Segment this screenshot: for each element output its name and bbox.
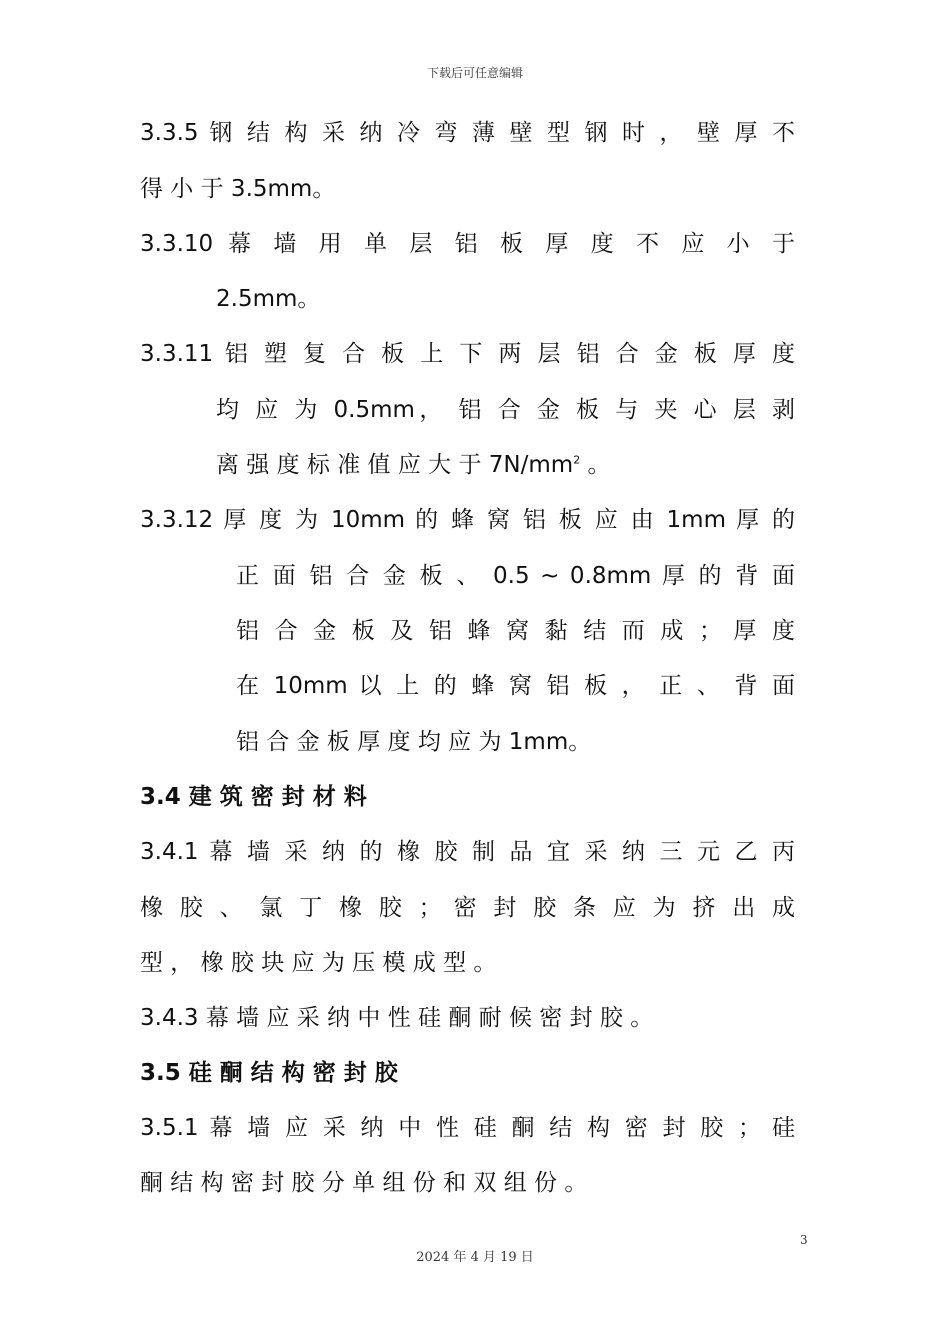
- text-line: 2.5mm。: [216, 286, 321, 312]
- text-line: 型 ， 橡 胶 块 应 为 压 模 成 型 。: [140, 950, 497, 976]
- text-line: 均 应 为 0.5mm， 铝 合 金 板 与 夹 心 层 剥: [216, 397, 795, 423]
- text-line: 铝 合 金 板 厚 度 均 应 为 1mm。: [236, 729, 592, 755]
- page-header: 下载后可任意编辑: [426, 66, 523, 80]
- section-heading: 3.4 建 筑 密 封 材 料: [140, 784, 367, 810]
- superscript: 2: [573, 453, 581, 467]
- text-line: 3.3.10 幕 墙 用 单 层 铝 板 厚 度 不 应 小 于: [140, 231, 795, 257]
- section-heading: 3.5 硅 酮 结 构 密 封 胶: [140, 1060, 398, 1086]
- text-line: 得 小 于 3.5mm。: [140, 176, 336, 202]
- text-line: 正 面 铝 合 金 板 、 0.5 ~ 0.8mm 厚 的 背 面: [236, 563, 795, 589]
- text-line-suffix: 。: [580, 452, 611, 478]
- text-line: 铝 合 金 板 及 铝 蜂 窝 黏 结 而 成 ； 厚 度: [236, 618, 795, 644]
- text-line: 3.3.5 钢 结 构 采 纳 冷 弯 薄 壁 型 钢 时 ， 壁 厚 不: [140, 120, 795, 146]
- text-line: [216, 450, 795, 480]
- text-line: 在 10mm 以 上 的 蜂 窝 铝 板 ， 正 、 背 面: [236, 673, 795, 699]
- footer-date: 2024 年 4 月 19 日: [416, 1250, 534, 1265]
- text-line: 3.3.11 铝 塑 复 合 板 上 下 两 层 铝 合 金 板 厚 度: [140, 341, 795, 367]
- text-line-body: 离 强 度 标 准 值 应 大 于 7N/mm: [216, 452, 574, 478]
- page-number: 3: [800, 1233, 808, 1247]
- text-line: 3.4.1 幕 墙 采 纳 的 橡 胶 制 品 宜 采 纳 三 元 乙 丙: [140, 839, 795, 865]
- text-line: 酮 结 构 密 封 胶 分 单 组 份 和 双 组 份 。: [140, 1170, 588, 1196]
- text-line: 3.5.1 幕 墙 应 采 纳 中 性 硅 酮 结 构 密 封 胶 ； 硅: [140, 1115, 795, 1141]
- text-line: 3.4.3 幕 墙 应 采 纳 中 性 硅 酮 耐 候 密 封 胶 。: [140, 1005, 654, 1031]
- text-line: 3.3.12 厚 度 为 10mm 的 蜂 窝 铝 板 应 由 1mm 厚 的: [140, 507, 795, 533]
- text-line: 橡 胶 、 氯 丁 橡 胶 ； 密 封 胶 条 应 为 挤 出 成: [140, 895, 795, 921]
